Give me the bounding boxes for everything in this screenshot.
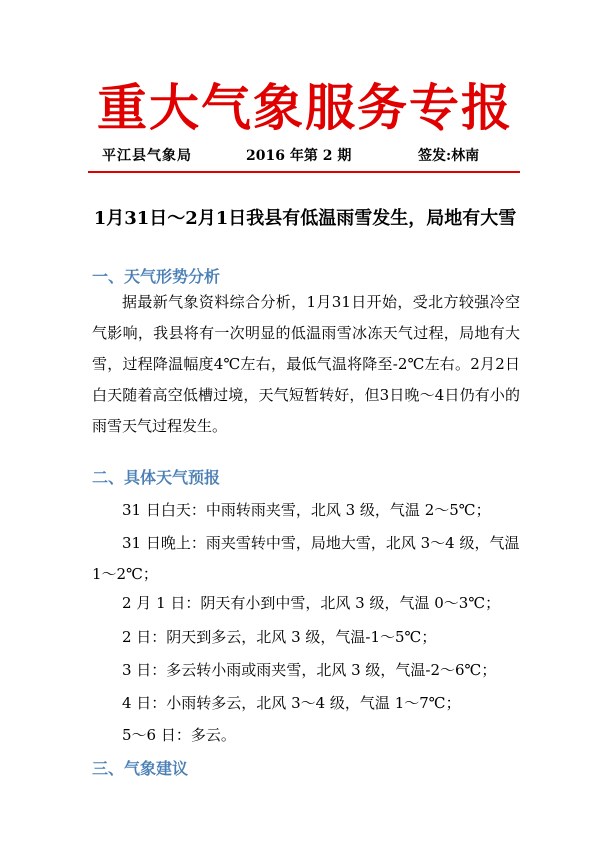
forecast-line: 3 日：多云转小雨或雨夹雪，北风 3 级，气温-2～6℃； (122, 661, 497, 679)
forecast-line: 4 日：小雨转多云，北风 3～4 级，气温 1～7℃； (122, 694, 461, 712)
section-1-body (92, 287, 520, 442)
analysis-paragraph: 据最新气象资料综合分析，1月31日开始，受北方较强冷空气影响，我县将有一次明显的低温雨雪冰冻天气过程，局地有大雪，过程降温幅度4℃左右，最低气温将降至-2℃左右。2月2日白天随着高空低槽过境，天气短暂转好，但3日晚～4日仍有小的雨雪天气过程发生。 (92, 293, 520, 435)
forecast-line: 31 日白天：中雨转雨夹雪，北风 3 级，气温 2～5℃； (122, 501, 491, 519)
bulletin-title: 重大气象服务专报 (97, 79, 513, 137)
headline: 1月31日～2月1日我县有低温雨雪发生，局地有大雪 (93, 208, 517, 229)
bulletin-meta (102, 146, 522, 166)
forecast-line: 2 月 1 日：阴天有小到中雪，北风 3 级，气温 0～3℃； (122, 594, 501, 612)
forecast-line: 31 日晚上：雨夹雪转中雪，局地大雪，北风 3～4 级，气温 1～2℃； (92, 534, 520, 583)
red-divider (88, 171, 520, 173)
section-heading-3: 三、气象建议 (92, 759, 189, 778)
section-heading-2: 二、具体天气预报 (92, 468, 221, 487)
issuing-organization: 平江县气象局 (102, 148, 192, 164)
forecast-line: 5～6 日：多云。 (122, 726, 236, 744)
section-heading-1: 一、天气形势分析 (92, 267, 221, 286)
forecast-line: 2 日：阴天到多云，北风 3 级，气温-1～5℃； (122, 628, 437, 646)
signer: 签发:林南 (418, 148, 480, 164)
issue-number: 2016 年第 2 期 (246, 148, 352, 164)
